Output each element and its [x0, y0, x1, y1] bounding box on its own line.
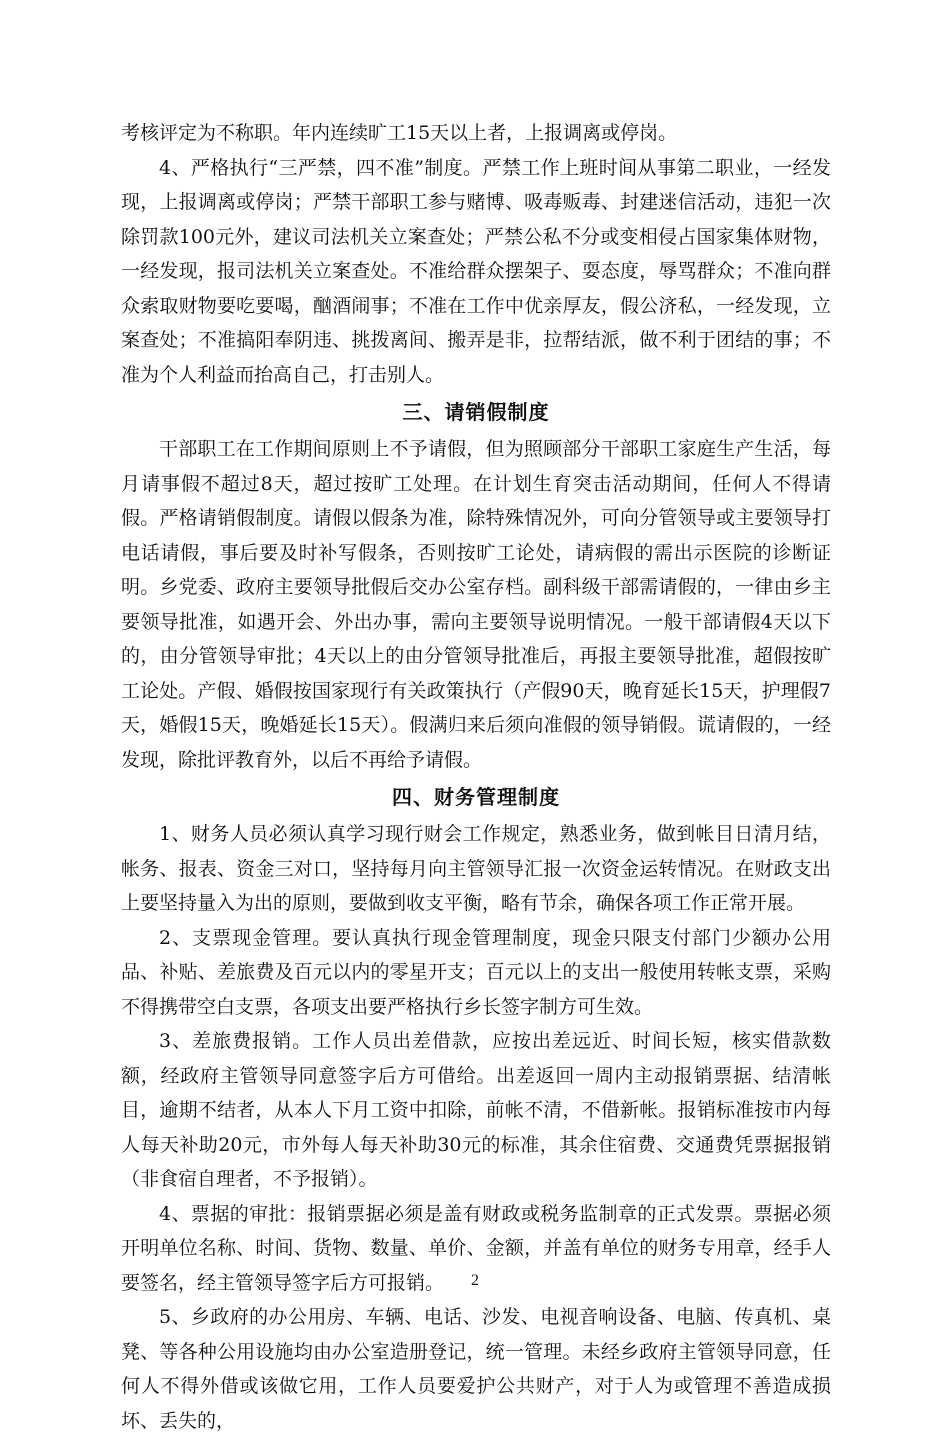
finance-item-5: 5、乡政府的办公用房、车辆、电话、沙发、电视音响设备、电脑、传真机、桌凳、等各种公用设施均由办公室造册登记，统一管理。未经乡政府主管领导同意，任何人不得外借或该做它用，工作人员要爱护公共财产，对于人为或管理不善造成损坏、丢失的， — [121, 1306, 831, 1432]
section-heading-leave: 三、请销假制度 — [402, 400, 550, 424]
leave-policy-paragraph: 干部职工在工作期间原则上不予请假，但为照顾部分干部职工家庭生产生活，每月请事假不超过8天，超过按旷工处理。在计划生育突击活动期间，任何人不得请假。严格请销假制度。请假以假条为准，除特殊情况外，可向分管领导或主要领导打电话请假，事后要及时补写假条，否则按旷工论处，请病假的需出示医院的诊断证明。乡党委、政府主要领导批假后交办公室存档。副科级干部需请假的，一律由乡主要领导批准，如遇开会、外出办事，需向主要领导说明情况。一般干部请假4天以下的，由分管领导审批；4天以上的由分管领导批准后，再报主要领导批准，超假按旷工论处。产假、婚假按国家现行有关政策执行（产假90天，晚育延长15天，护理假7天，婚假15天，晚婚延长15天）。假满归来后须向准假的领导销假。谎请假的，一经发现，除批评教育外，以后不再给予请假。 — [121, 438, 831, 771]
finance-item-4: 4、票据的审批：报销票据必须是盖有财政或税务监制章的正式发票。票据必须开明单位名称、时间、货物、数量、单价、金额，并盖有单位的财务专用章，经手人要签名，经主管领导签字后方可报销。 — [121, 1202, 831, 1294]
section-heading-finance: 四、财务管理制度 — [392, 785, 560, 809]
document-body — [121, 116, 831, 1438]
finance-item-1: 1、财务人员必须认真学习现行财会工作规定，熟悉业务，做到帐目日清月结，帐务、报表、资金三对口，坚持每月向主管领导汇报一次资金运转情况。在财政支出上要坚持量入为出的原则，要做到收支平衡，略有节余，确保各项工作正常开展。 — [121, 823, 831, 914]
finance-item-3: 3、差旅费报销。工作人员出差借款，应按出差远近、时间长短，核实借款数额，经政府主管领导同意签字后方可借给。出差返回一周内主动报销票据、结清帐目，逾期不结者，从本人下月工资中扣除，前帐不清，不借新帐。报销标准按市内每人每天补助20元，市外每人每天补助30元的标准，其余住宿费、交通费凭票据报销（非食宿自理者，不予报销）。 — [121, 1030, 831, 1190]
page-number: 2 — [471, 1272, 479, 1289]
continued-paragraph: 考核评定为不称职。年内连续旷工15天以上者，上报调离或停岗。 — [121, 122, 678, 144]
rule-item-4: 4、严格执行“三严禁，四不准”制度。严禁工作上班时间从事第二职业，一经发现，上报调离或停岗；严禁干部职工参与赌博、吸毒贩毒、封建迷信活动，违犯一次除罚款100元外，建议司法机关立案查处；严禁公私不分或变相侵占国家集体财物，一经发现，报司法机关立案查处。不准给群众摆架子、耍态度，辱骂群众；不准向群众索取财物要吃要喝，酗酒闹事；不准在工作中优亲厚友，假公济私，一经发现，立案查处；不准搞阳奉阴违、挑拨离间、搬弄是非，拉帮结派，做不利于团结的事；不准为个人利益而抬高自己，打击别人。 — [121, 156, 831, 386]
finance-item-2: 2、支票现金管理。要认真执行现金管理制度，现金只限支付部门少额办公用品、补贴、差旅费及百元以内的零星开支；百元以上的支出一般使用转帐支票，采购不得携带空白支票，各项支出要严格执行乡长签字制方可生效。 — [121, 926, 831, 1018]
